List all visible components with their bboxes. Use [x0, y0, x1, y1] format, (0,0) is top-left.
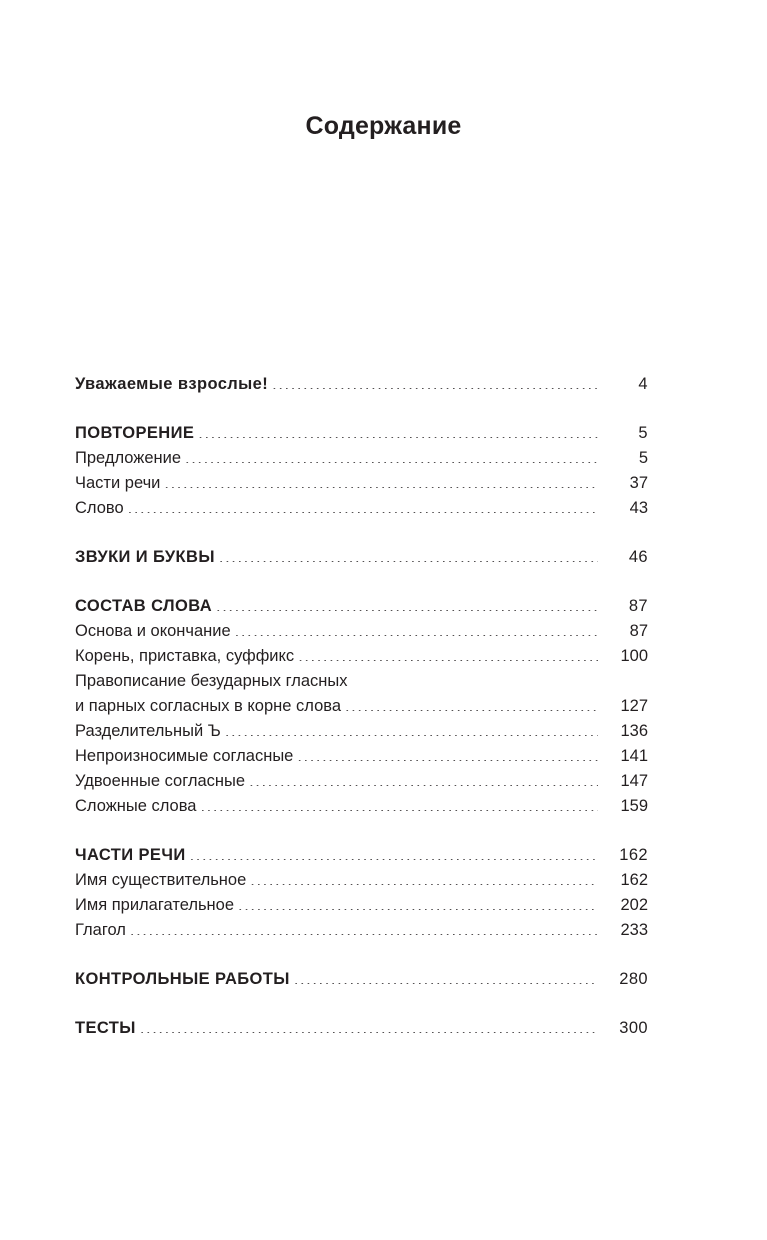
- dot-leader: [201, 795, 599, 812]
- dot-leader: [250, 869, 598, 886]
- toc-entry-row[interactable]: [75, 719, 648, 744]
- page-title: Содержание: [305, 112, 462, 140]
- dot-leader: [272, 373, 598, 390]
- toc-section-row[interactable]: [75, 545, 648, 570]
- dot-leader: [297, 745, 598, 762]
- toc-section-row[interactable]: [75, 967, 648, 992]
- toc-group: [75, 421, 648, 521]
- toc-entry-row[interactable]: [75, 496, 648, 521]
- toc-group: [75, 967, 648, 992]
- dot-leader: [294, 968, 598, 985]
- toc-entry-row[interactable]: [75, 794, 648, 819]
- toc-section-row[interactable]: [75, 1016, 648, 1041]
- toc-entry-label: СОСТАВ СЛОВА: [75, 597, 213, 615]
- toc-section-row[interactable]: [75, 843, 648, 868]
- dot-leader: [164, 472, 598, 489]
- dot-leader: [190, 844, 598, 861]
- toc-page-number: 127: [620, 697, 648, 715]
- toc-entry-label: Уважаемые взрослые!: [75, 375, 269, 393]
- dot-leader: [216, 595, 598, 612]
- toc-page-number: 87: [628, 597, 648, 615]
- toc-section-row[interactable]: [75, 594, 648, 619]
- toc-section-row[interactable]: [75, 421, 648, 446]
- toc-page-number: 37: [629, 474, 648, 492]
- toc-page-number: 202: [620, 896, 648, 914]
- toc-entry-label: ТЕСТЫ: [75, 1019, 136, 1037]
- toc-group: [75, 594, 648, 819]
- dot-leader: [235, 620, 598, 637]
- toc-entry-label: ЗВУКИ И БУКВЫ: [75, 548, 215, 566]
- toc-entry-row[interactable]: [75, 769, 648, 794]
- toc-section-row[interactable]: [75, 372, 648, 397]
- toc-entry-label: Удвоенные согласные: [75, 772, 246, 790]
- toc-page-number: 4: [638, 375, 648, 393]
- toc-entry-row[interactable]: [75, 471, 648, 496]
- toc-page-number: 5: [638, 449, 648, 467]
- toc-entry-row[interactable]: [75, 893, 648, 918]
- dot-leader: [140, 1017, 598, 1034]
- toc-page-number: 46: [628, 548, 648, 566]
- toc-entry-label: Корень, приставка, суффикс: [75, 647, 295, 665]
- toc-entry-label: Сложные слова: [75, 797, 197, 815]
- toc-entry-row[interactable]: [75, 446, 648, 471]
- toc-page-number: 300: [619, 1019, 648, 1037]
- dot-leader: [298, 645, 598, 662]
- dot-leader: [345, 695, 598, 712]
- toc-page-number: 5: [638, 424, 648, 442]
- dot-leader: [225, 720, 598, 737]
- toc-page-number: 233: [620, 921, 648, 939]
- toc-page-number: 100: [620, 647, 648, 665]
- toc-group: [75, 1016, 648, 1041]
- toc-entry-row[interactable]: [75, 669, 648, 694]
- toc-entry-row[interactable]: [75, 868, 648, 893]
- dot-leader: [185, 447, 598, 464]
- toc-entry-row[interactable]: [75, 694, 648, 719]
- toc-entry-label: Имя прилагательное: [75, 896, 235, 914]
- toc-entry-label: ЧАСТИ РЕЧИ: [75, 846, 186, 864]
- toc-entry-label: Предложение: [75, 449, 182, 467]
- dot-leader: [198, 422, 598, 439]
- toc-group: [75, 843, 648, 943]
- toc-entry-label: Разделительный Ъ: [75, 722, 221, 740]
- toc-entry-row[interactable]: [75, 644, 648, 669]
- toc-page-number: 136: [620, 722, 648, 740]
- toc-entry-label: Глагол: [75, 921, 126, 939]
- toc-group: [75, 545, 648, 570]
- toc-entry-row[interactable]: [75, 619, 648, 644]
- toc-entry-label: и парных согласных в корне слова: [75, 697, 341, 715]
- dot-leader: [249, 770, 598, 787]
- toc-page-number: 43: [629, 499, 648, 517]
- toc-entry-row[interactable]: [75, 918, 648, 943]
- toc-page-number: 141: [620, 747, 648, 765]
- dot-leader: [130, 919, 598, 936]
- toc-page-number: 147: [620, 772, 648, 790]
- toc-entry-label: КОНТРОЛЬНЫЕ РАБОТЫ: [75, 970, 290, 988]
- toc-entry-label: ПОВТОРЕНИЕ: [75, 424, 195, 442]
- toc-entry-label: Основа и окончание: [75, 622, 231, 640]
- dot-leader: [128, 497, 598, 514]
- toc-entry-label: Имя существительное: [75, 871, 247, 889]
- toc-page-number: 162: [619, 846, 648, 864]
- toc-entry-row[interactable]: [75, 744, 648, 769]
- toc-group: [75, 372, 648, 397]
- toc-entry-label: Правописание безударных гласных: [75, 672, 348, 690]
- dot-leader: [219, 546, 598, 563]
- toc-entry-label: Слово: [75, 499, 124, 517]
- toc-page-number: 159: [620, 797, 648, 815]
- dot-leader: [238, 894, 598, 911]
- toc-page-number: 162: [620, 871, 648, 889]
- toc-page-number: 280: [619, 970, 648, 988]
- toc-page-number: 87: [629, 622, 648, 640]
- toc-entry-label: Части речи: [75, 474, 161, 492]
- table-of-contents: [75, 372, 648, 1041]
- toc-entry-label: Непроизносимые согласные: [75, 747, 294, 765]
